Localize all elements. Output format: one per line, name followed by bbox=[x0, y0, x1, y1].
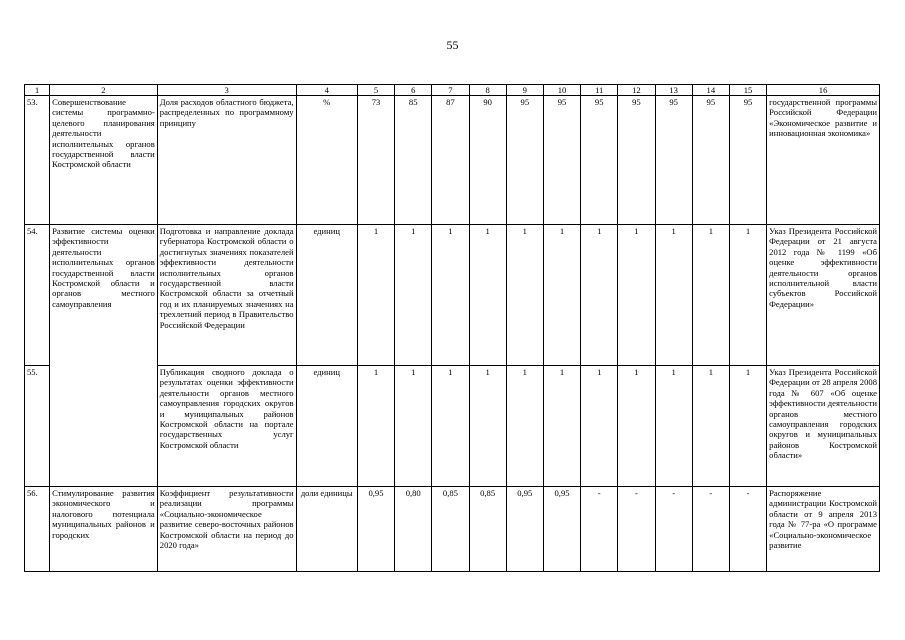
value-cell: 1 bbox=[692, 366, 729, 487]
header-cell: 3 bbox=[157, 85, 296, 96]
header-cell: 11 bbox=[581, 85, 618, 96]
indicator-cell: Доля расходов областного бюджета, распределенных по программному принципу bbox=[157, 96, 296, 225]
row-number: 54. bbox=[25, 225, 50, 366]
value-cell: - bbox=[618, 487, 655, 572]
value-cell: 0,95 bbox=[357, 487, 394, 572]
page-number: 55 bbox=[446, 38, 459, 52]
row-number: 56. bbox=[25, 487, 50, 572]
value-cell: 95 bbox=[692, 96, 729, 225]
header-cell: 14 bbox=[692, 85, 729, 96]
value-cell: 0,85 bbox=[469, 487, 506, 572]
header-cell: 10 bbox=[543, 85, 580, 96]
value-cell: 1 bbox=[395, 225, 432, 366]
value-cell: 1 bbox=[469, 366, 506, 487]
header-cell: 7 bbox=[432, 85, 469, 96]
header-cell: 16 bbox=[767, 85, 880, 96]
value-cell: 1 bbox=[506, 366, 543, 487]
value-cell: 1 bbox=[618, 366, 655, 487]
value-cell: 1 bbox=[729, 225, 766, 366]
basis-cell: Указ Президента Российской Федерации от 21 августа 2012 года № 1199 «Об оценке эффективности деятельности органов исполнительной власти субъектов Российской Федерации» bbox=[767, 225, 880, 366]
value-cell: 1 bbox=[618, 225, 655, 366]
indicator-cell: Коэффициент результативности реализации программы «Социально-экономическое развитие северо-восточных районов Костромской области на период до 2020 года» bbox=[157, 487, 296, 572]
value-cell: - bbox=[729, 487, 766, 572]
indicator-cell: Публикация сводного доклада о результатах оценки эффективности деятельности органов местного самоуправления городских округов и муниципальных районов Костромской области на портале государственных услуг Костромской области bbox=[157, 366, 296, 487]
basis-cell: Указ Президента Российской Федерации от 28 апреля 2008 года № 607 «Об оценке эффективности деятельности органов местного самоуправления городских округов и муниципальных районов Костромской области» bbox=[767, 366, 880, 487]
value-cell: 95 bbox=[655, 96, 692, 225]
table-row bbox=[25, 96, 880, 225]
value-cell: 1 bbox=[692, 225, 729, 366]
unit-cell: доли единицы bbox=[296, 487, 357, 572]
goal-cell: Развитие системы оценки эффективности деятельности исполнительных органов государственной власти Костромской области и органов местного самоуправления bbox=[50, 225, 158, 487]
value-cell: 1 bbox=[357, 225, 394, 366]
header-cell: 4 bbox=[296, 85, 357, 96]
value-cell: - bbox=[581, 487, 618, 572]
unit-cell: единиц bbox=[296, 366, 357, 487]
value-cell: 90 bbox=[469, 96, 506, 225]
header-cell: 12 bbox=[618, 85, 655, 96]
value-cell: 95 bbox=[618, 96, 655, 225]
value-cell: 1 bbox=[469, 225, 506, 366]
header-cell: 15 bbox=[729, 85, 766, 96]
value-cell: 87 bbox=[432, 96, 469, 225]
unit-cell: единиц bbox=[296, 225, 357, 366]
row-number: 55. bbox=[25, 366, 50, 487]
basis-cell: государственной программы Российской Федерации «Экономическое развитие и инновационная экономика» bbox=[767, 96, 880, 225]
indicators-table bbox=[24, 84, 880, 572]
indicator-cell: Подготовка и направление доклада губернатора Костромской области о достигнутых значениях показателей эффективности деятельности исполнительных органов государственной власти Костромской области за отчетный год и их планируемых значениях на трехлетний период в Правительство Российской Федерации bbox=[157, 225, 296, 366]
header-cell: 9 bbox=[506, 85, 543, 96]
unit-cell: % bbox=[296, 96, 357, 225]
value-cell: 0,80 bbox=[395, 487, 432, 572]
header-row bbox=[25, 85, 880, 96]
value-cell: 1 bbox=[655, 225, 692, 366]
value-cell: 1 bbox=[581, 225, 618, 366]
value-cell: 95 bbox=[506, 96, 543, 225]
value-cell: 1 bbox=[729, 366, 766, 487]
value-cell: 95 bbox=[729, 96, 766, 225]
value-cell: 95 bbox=[543, 96, 580, 225]
value-cell: 95 bbox=[581, 96, 618, 225]
value-cell: 1 bbox=[432, 225, 469, 366]
value-cell: 1 bbox=[655, 366, 692, 487]
goal-cell: Стимулирование развития экономического и налогового потенциала муниципальных районов и городских bbox=[50, 487, 158, 572]
value-cell: 1 bbox=[543, 366, 580, 487]
table-row bbox=[25, 225, 880, 366]
value-cell: 1 bbox=[543, 225, 580, 366]
value-cell: - bbox=[692, 487, 729, 572]
header-cell: 13 bbox=[655, 85, 692, 96]
value-cell: - bbox=[655, 487, 692, 572]
value-cell: 1 bbox=[357, 366, 394, 487]
value-cell: 85 bbox=[395, 96, 432, 225]
header-cell: 6 bbox=[395, 85, 432, 96]
goal-cell: Совершенствование системы программно-целевого планирования деятельности исполнительных органов государственной власти Костромской области bbox=[50, 96, 158, 225]
value-cell: 0,95 bbox=[506, 487, 543, 572]
basis-cell: Распоряжение администрации Костромской области от 9 апреля 2013 года № 77-ра «О программе «Социально-экономическое развитие bbox=[767, 487, 880, 572]
header-cell: 8 bbox=[469, 85, 506, 96]
row-number: 53. bbox=[25, 96, 50, 225]
value-cell: 1 bbox=[432, 366, 469, 487]
header-cell: 1 bbox=[25, 85, 50, 96]
header-cell: 5 bbox=[357, 85, 394, 96]
value-cell: 1 bbox=[581, 366, 618, 487]
value-cell: 1 bbox=[506, 225, 543, 366]
value-cell: 0,95 bbox=[543, 487, 580, 572]
value-cell: 1 bbox=[395, 366, 432, 487]
value-cell: 73 bbox=[357, 96, 394, 225]
header-cell: 2 bbox=[50, 85, 158, 96]
table-row bbox=[25, 487, 880, 572]
value-cell: 0,85 bbox=[432, 487, 469, 572]
